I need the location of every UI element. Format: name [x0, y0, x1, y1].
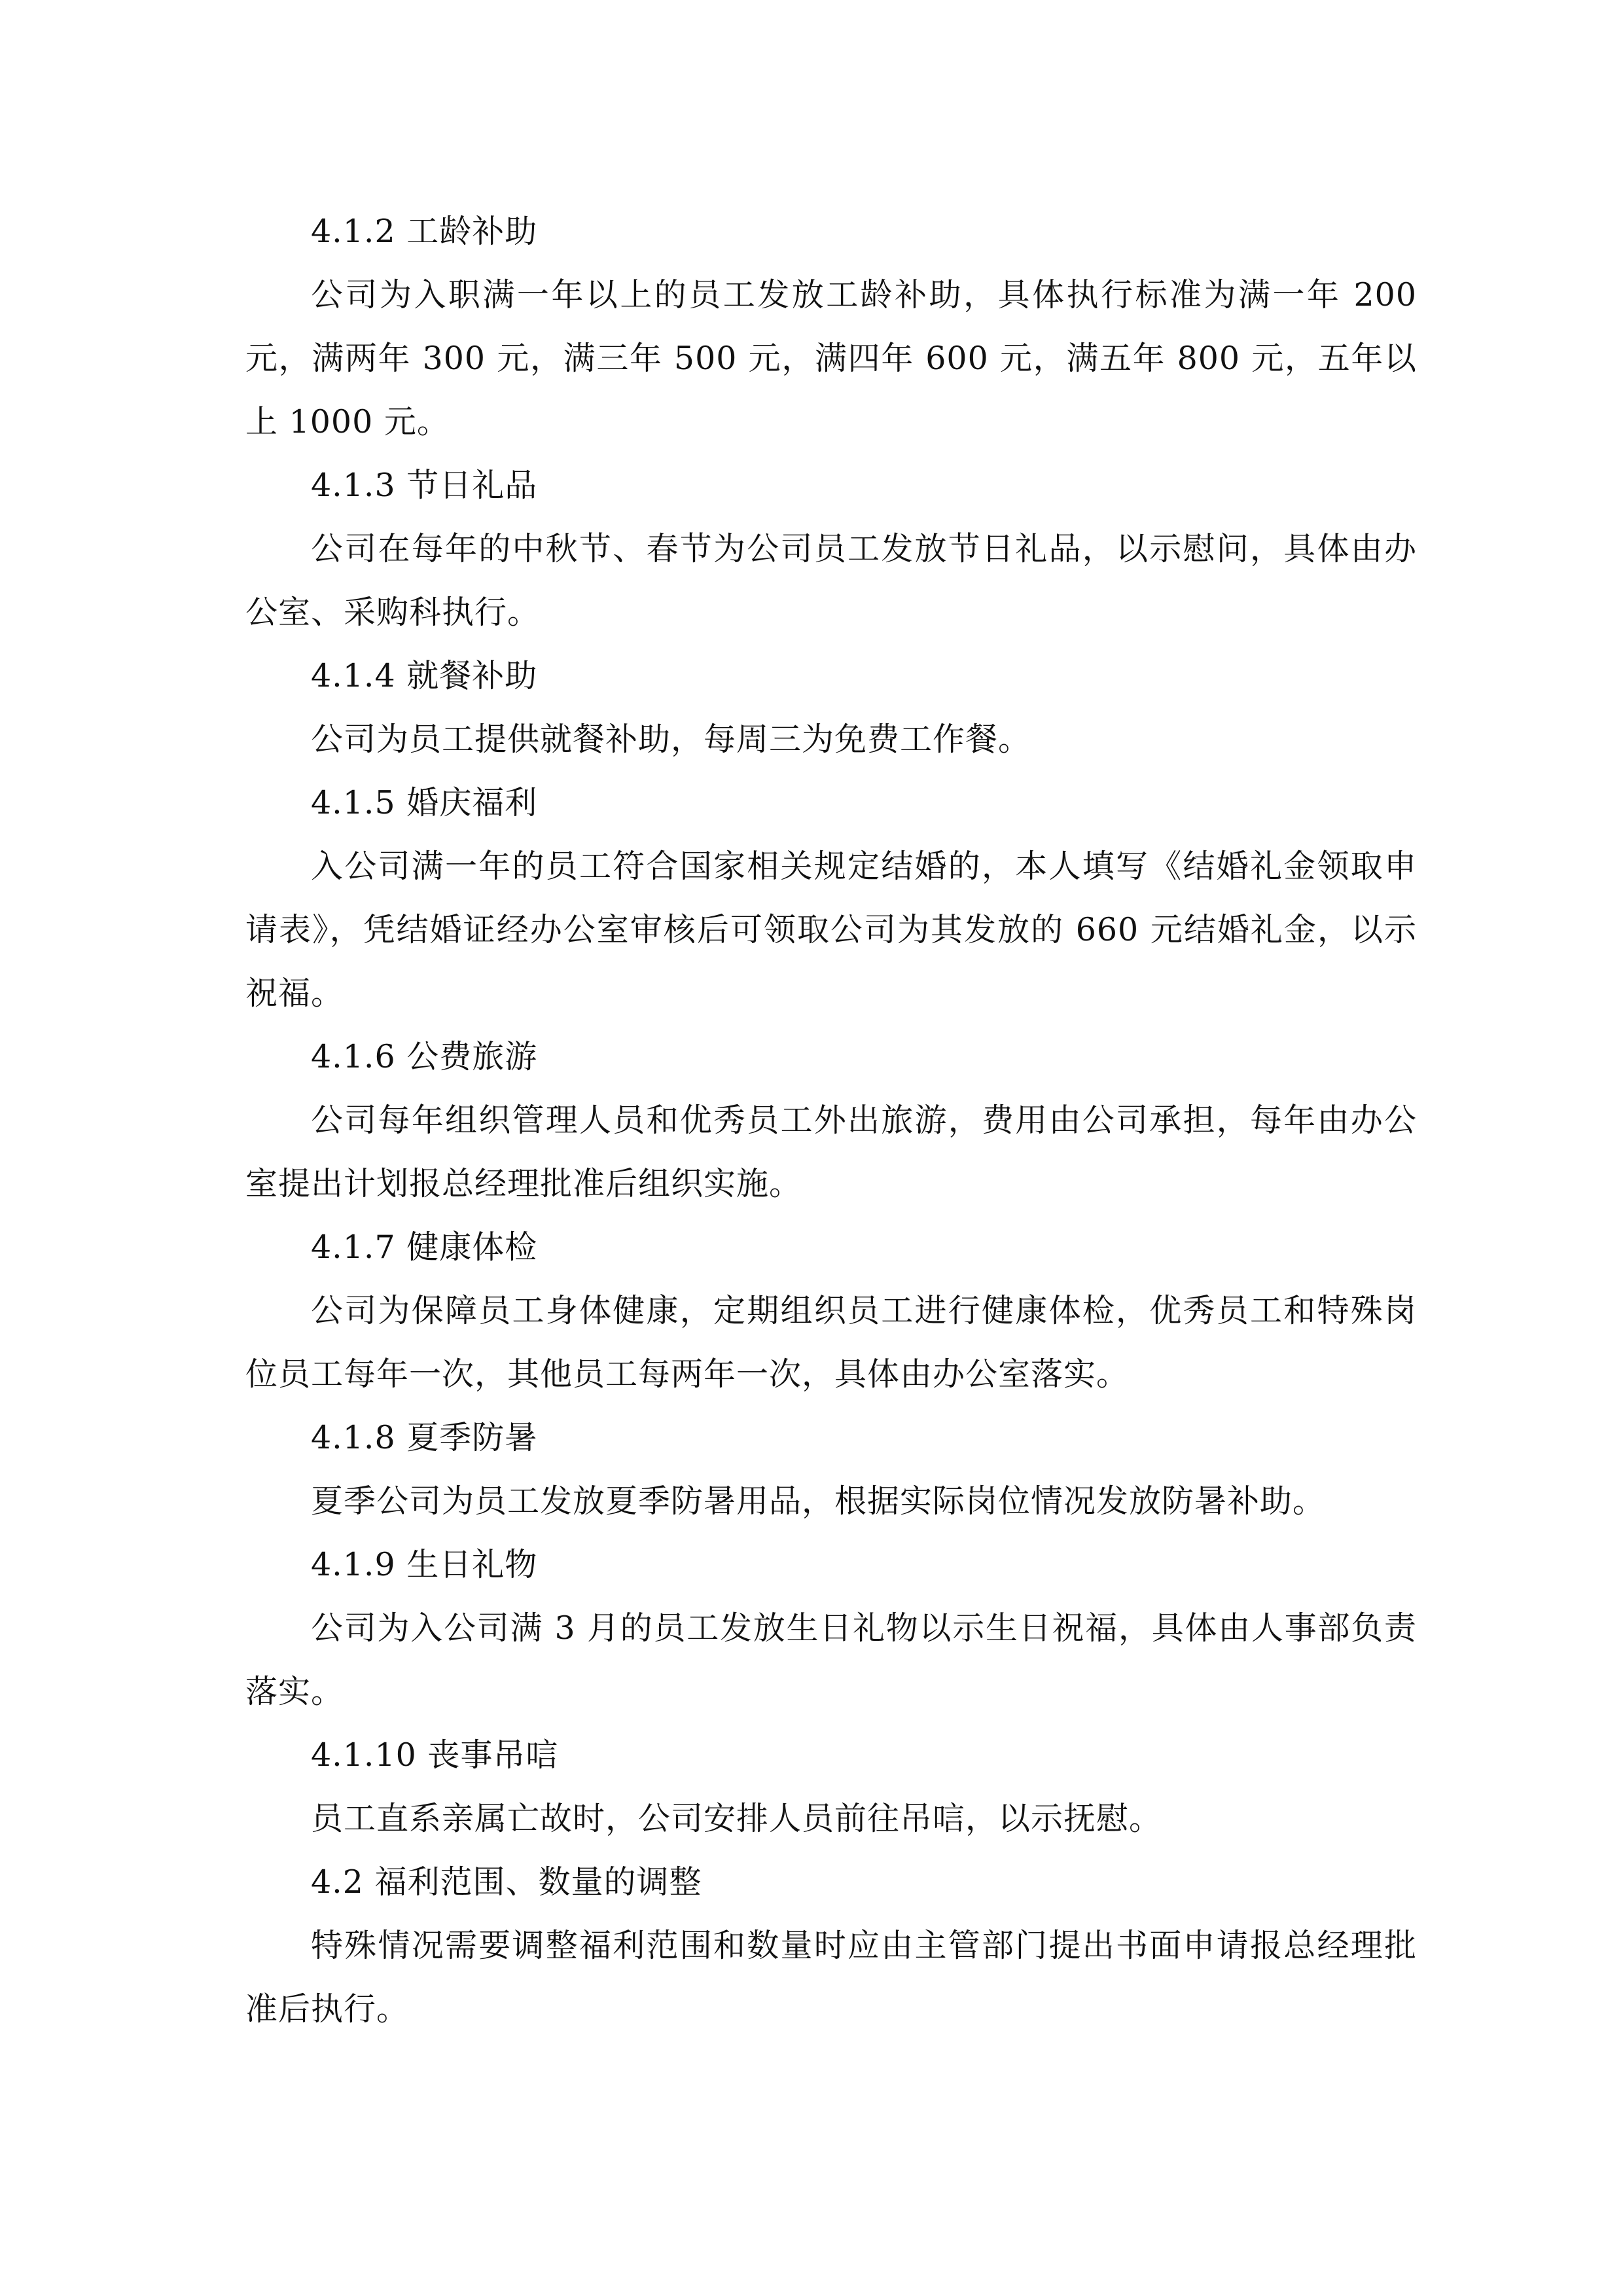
section-heading-funeral-condolence: 4.1.10 丧事吊唁	[311, 1736, 559, 1774]
section-heading-meal-allowance: 4.1.4 就餐补助	[311, 657, 538, 694]
section-text-company-travel: 公司每年组织管理人员和优秀员工外出旅游，费用由公司承担，每年由办公室提出计划报总经理批准后组织实施。	[245, 1102, 1417, 1202]
section-heading-holiday-gifts: 4.1.3 节日礼品	[311, 467, 538, 504]
section-heading-wedding-benefit: 4.1.5 婚庆福利	[311, 784, 538, 821]
section-text-summer-heat-relief: 夏季公司为员工发放夏季防暑用品，根据实际岗位情况发放防暑补助。	[311, 1482, 1326, 1520]
section-text-benefit-adjustment: 特殊情况需要调整福利范围和数量时应由主管部门提出书面申请报总经理批准后执行。	[245, 1927, 1417, 2028]
section-text-funeral-condolence: 员工直系亲属亡故时，公司安排人员前往吊唁，以示抚慰。	[311, 1800, 1162, 1837]
section-text-seniority-allowance: 公司为入职满一年以上的员工发放工龄补助，具体执行标准为满一年 200 元，满两年 300 元，满三年 500 元，满四年 600 元，满五年 800 元，五年以上 1000 元。	[245, 276, 1417, 440]
section-text-wedding-benefit: 入公司满一年的员工符合国家相关规定结婚的，本人填写《结婚礼金领取申请表》，凭结婚证经办公室审核后可领取公司为其发放的 660 元结婚礼金，以示祝福。	[245, 848, 1417, 1012]
section-text-birthday-gift: 公司为入公司满 3 月的员工发放生日礼物以示生日祝福，具体由人事部负责落实。	[245, 1609, 1417, 1710]
section-heading-company-travel: 4.1.6 公费旅游	[311, 1038, 538, 1075]
section-text-holiday-gifts: 公司在每年的中秋节、春节为公司员工发放节日礼品，以示慰问，具体由办公室、采购科执行。	[245, 530, 1417, 631]
section-heading-birthday-gift: 4.1.9 生日礼物	[311, 1546, 538, 1583]
section-heading-health-checkup: 4.1.7 健康体检	[311, 1229, 538, 1266]
section-heading-benefit-adjustment: 4.2 福利范围、数量的调整	[311, 1863, 702, 1901]
section-heading-seniority-allowance: 4.1.2 工龄补助	[311, 213, 538, 250]
section-text-meal-allowance: 公司为员工提供就餐补助，每周三为免费工作餐。	[311, 721, 1031, 758]
section-text-health-checkup: 公司为保障员工身体健康，定期组织员工进行健康体检，优秀员工和特殊岗位员工每年一次，其他员工每两年一次，具体由办公室落实。	[245, 1292, 1417, 1393]
document-body	[245, 200, 1417, 2041]
section-heading-summer-heat-relief: 4.1.8 夏季防暑	[311, 1419, 538, 1456]
